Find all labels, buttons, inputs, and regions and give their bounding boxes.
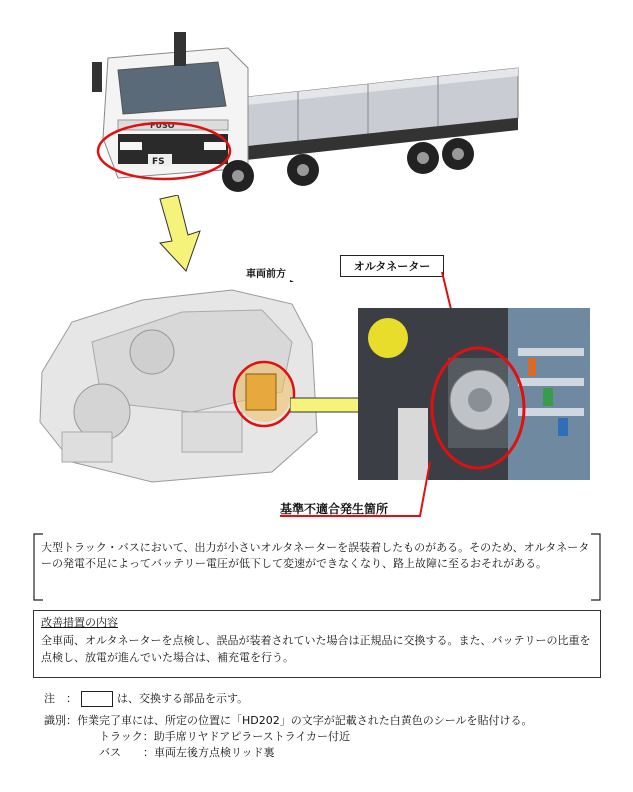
note-prefix: 注 ： [44, 692, 77, 705]
alternator-label: オルタネーター [340, 255, 444, 277]
model-badge: FS [152, 157, 165, 167]
brand-text: FUSO [150, 121, 175, 130]
note-suffix: は、交換する部品を示す。 [117, 692, 249, 705]
noncompliance-label: 基準不適合発生箇所 [280, 502, 389, 516]
identification-line-1: 識別：作業完了車には、所定の位置に「HD202」の文字が記載された白黄色のシールを貼付ける。 [44, 714, 533, 727]
alternator-photo [358, 308, 590, 480]
yellow-arrow-down [140, 195, 220, 275]
identification [44, 713, 533, 761]
defect-description: 大型トラック・バスにおいて、出力が小さいオルタネーターを誤装着したものがある。そのため、オルタネーターの発電不足によってバッテリー電圧が低下して変速ができなくなり、路上故障に至るおそれがある。 [41, 541, 590, 570]
remedy-title: 改善措置の内容 [41, 616, 118, 629]
vehicle-front-label: 車両前方 [246, 269, 286, 280]
identification-line-3: バス ：車両左後方点検リッド裏 [44, 746, 275, 759]
identification-line-2: トラック：助手席リヤドアピラーストライカー付近 [44, 730, 351, 743]
legend-box [81, 691, 113, 707]
note [44, 690, 248, 707]
truck-image [78, 28, 526, 198]
remedy-text: 全車両、オルタネーターを点検し、誤品が装着されていた場合は正規品に交換する。また、バッテリーの比重を点検し、放電が進んでいた場合は、補充電を行う。 [41, 634, 591, 664]
